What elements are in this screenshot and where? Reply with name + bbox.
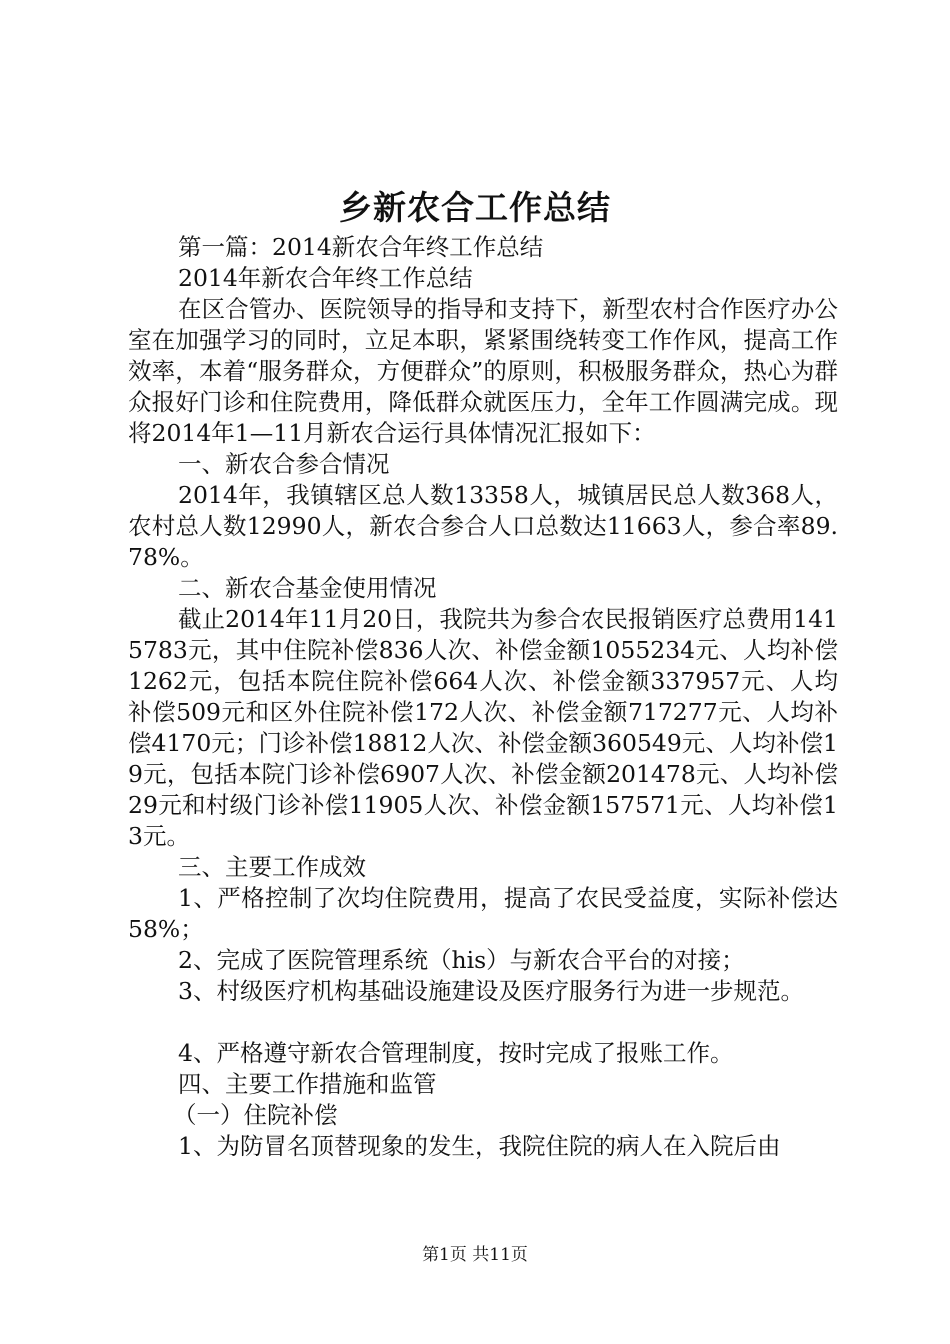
subtitle: 2014年新农合年终工作总结 <box>178 264 473 292</box>
list-item: 4、严格遵守新农合管理制度，按时完成了报账工作。 <box>178 1039 734 1067</box>
subsection-heading: （一）住院补偿 <box>173 1101 338 1129</box>
list-item: 2、完成了医院管理系统（his）与新农合平台的对接； <box>178 946 745 974</box>
section-heading: 二、新农合基金使用情况 <box>178 574 437 602</box>
body-paragraph: 截止2014年11月20日，我院共为参合农民报销医疗总费用1415783元，其中住院补偿836人次、补偿金额1055234元、人均补偿1262元，包括本院住院补偿664人次、补偿金额337957元、人均补偿509元和区外住院补偿172人次、补偿金额717277元、人均补偿4170元；门诊补偿18812人次、补偿金额360549元、人均补偿19元，包括本院门诊补偿6907人次、补偿金额201478元、人均补偿29元和村级门诊补偿11905人次、补偿金额157571元、人均补偿13元。 <box>128 605 838 850</box>
list-item: 1、为防冒名顶替现象的发生，我院住院的病人在入院后由 <box>178 1132 781 1160</box>
list-item: 1、严格控制了次均住院费用，提高了农民受益度，实际补偿达58%； <box>128 884 838 943</box>
body-paragraph: 2014年，我镇辖区总人数13358人，城镇居民总人数368人，农村总人数12990人，新农合参合人口总数达11663人，参合率89.78%。 <box>128 481 838 571</box>
section-heading: 一、新农合参合情况 <box>178 450 390 478</box>
list-item: 3、村级医疗机构基础设施建设及医疗服务行为进一步规范。 <box>178 977 804 1005</box>
section-heading: 三、主要工作成效 <box>178 853 366 881</box>
document-title: 乡新农合工作总结 <box>339 188 611 227</box>
intro-paragraph: 在区合管办、医院领导的指导和支持下，新型农村合作医疗办公室在加强学习的同时，立足本职，紧紧围绕转变工作作风，提高工作效率，本着“服务群众，方便群众”的原则，积极服务群众，热心为群众报好门诊和住院费用，降低群众就医压力，全年工作圆满完成。现将2014年1—11月新农合运行具体情况汇报如下： <box>128 295 838 447</box>
document-body <box>128 232 838 1162</box>
page-footer: 第1页 共11页 <box>422 1245 528 1265</box>
section-heading: 四、主要工作措施和监管 <box>178 1070 437 1098</box>
section-heading: 第一篇：2014新农合年终工作总结 <box>178 233 544 261</box>
